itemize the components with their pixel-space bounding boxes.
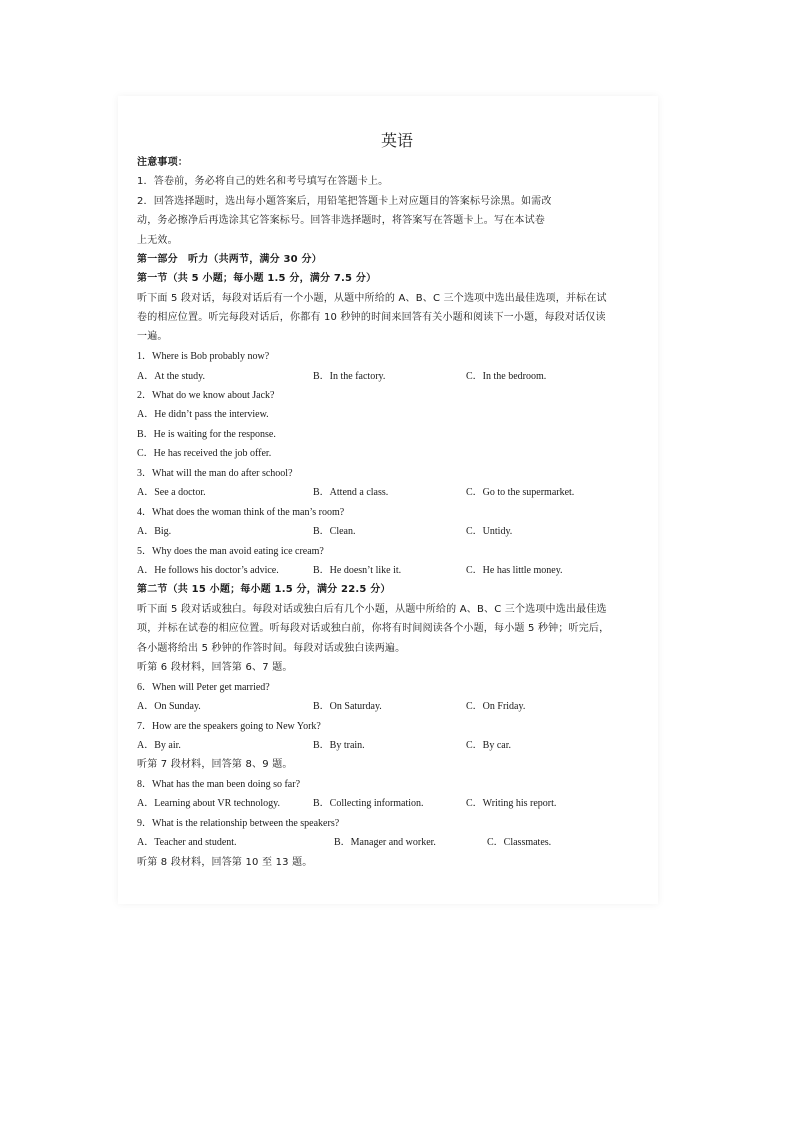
option-a[interactable]: A．He follows his doctor’s advice.	[137, 565, 279, 576]
page-title: 英语	[380, 131, 413, 150]
option-a[interactable]: A．At the study.	[137, 371, 205, 382]
question-options	[137, 798, 557, 810]
option-c[interactable]: C．He has little money.	[466, 565, 563, 576]
part-heading: 第一部分 听力（共两节，满分 30 分）	[137, 254, 322, 265]
notice-item: 1．答卷前，务必将自己的姓名和考号填写在答题卡上。	[137, 176, 389, 187]
question-stem: 4．What does the woman think of the man’s room?	[137, 507, 345, 518]
option-c[interactable]: C．Go to the supermarket.	[466, 487, 575, 498]
question-stem: 3．What will the man do after school?	[137, 468, 293, 479]
question-options	[137, 371, 547, 383]
question-options	[137, 701, 526, 713]
option-c[interactable]: C．Classmates.	[487, 837, 552, 848]
section-instruction: 卷的相应位置。听完每段对话后，你都有 10 秒钟的时间来回答有关小题和阅读下一小题，每段对话仅读	[137, 312, 606, 323]
option-b[interactable]: B．Manager and worker.	[334, 837, 436, 848]
option-c[interactable]: C．By car.	[466, 740, 511, 751]
notice-heading: 注意事项：	[137, 157, 188, 168]
material-note: 听第 7 段材料，回答第 8、9 题。	[137, 759, 293, 770]
option-b[interactable]: B．He doesn’t like it.	[313, 565, 402, 576]
question-stem: 6．When will Peter get married?	[137, 682, 270, 693]
option-b[interactable]: B．He is waiting for the response.	[137, 429, 276, 440]
option-c[interactable]: C．In the bedroom.	[466, 371, 547, 382]
question-options	[137, 565, 563, 577]
option-a[interactable]: A．He didn’t pass the interview.	[137, 409, 269, 420]
option-a[interactable]: A．Teacher and student.	[137, 837, 237, 848]
question-options	[137, 487, 575, 499]
option-a[interactable]: A．Learning about VR technology.	[137, 798, 281, 809]
option-c[interactable]: C．Writing his report.	[466, 798, 557, 809]
material-note: 听第 6 段材料，回答第 6、7 题。	[137, 662, 293, 673]
option-b[interactable]: B．Attend a class.	[313, 487, 389, 498]
section-instruction: 一遍。	[137, 331, 168, 342]
option-c[interactable]: C．He has received the job offer.	[137, 448, 272, 459]
notice-item: 动，务必擦净后再选涂其它答案标号。回答非选择题时，将答案写在答题卡上。写在本试卷	[137, 215, 545, 226]
question-options	[137, 526, 513, 538]
section-instruction: 各小题将给出 5 秒钟的作答时间。每段对话或独白读两遍。	[137, 643, 406, 654]
question-stem: 5．Why does the man avoid eating ice cream?	[137, 546, 324, 557]
question-stem: 9．What is the relationship between the speakers?	[137, 818, 340, 829]
notice-item: 2．回答选择题时，选出每小题答案后，用铅笔把答题卡上对应题目的答案标号涂黑。如需改	[137, 196, 552, 207]
material-note: 听第 8 段材料，回答第 10 至 13 题。	[137, 857, 313, 868]
option-b[interactable]: B．By train.	[313, 740, 365, 751]
question-stem: 1．Where is Bob probably now?	[137, 351, 270, 362]
section-heading: 第一节（共 5 小题；每小题 1.5 分，满分 7.5 分）	[137, 273, 377, 284]
option-c[interactable]: C．On Friday.	[466, 701, 526, 712]
section-heading: 第二节（共 15 小题；每小题 1.5 分，满分 22.5 分）	[137, 584, 391, 595]
option-b[interactable]: B．Clean.	[313, 526, 356, 537]
section-instruction: 听下面 5 段对话或独白。每段对话或独白后有几个小题，从题中所给的 A、B、C 三个选项中选出最佳选	[137, 604, 607, 615]
question-stem: 2．What do we know about Jack?	[137, 390, 275, 401]
option-b[interactable]: B．Collecting information.	[313, 798, 424, 809]
option-b[interactable]: B．In the factory.	[313, 371, 386, 382]
option-a[interactable]: A．By air.	[137, 740, 181, 751]
section-instruction: 项，并标在试卷的相应位置。听每段对话或独白前，你将有时间阅读各个小题，每小题 5 秒钟；听完后，	[137, 623, 610, 634]
option-a[interactable]: A．Big.	[137, 526, 172, 537]
notice-item: 上无效。	[137, 235, 178, 246]
question-stem: 8．What has the man been doing so far?	[137, 779, 301, 790]
option-c[interactable]: C．Untidy.	[466, 526, 513, 537]
question-options	[137, 837, 552, 849]
question-stem: 7．How are the speakers going to New York?	[137, 721, 321, 732]
option-a[interactable]: A．On Sunday.	[137, 701, 201, 712]
option-b[interactable]: B．On Saturday.	[313, 701, 382, 712]
option-a[interactable]: A．See a doctor.	[137, 487, 206, 498]
section-instruction: 听下面 5 段对话，每段对话后有一个小题，从题中所给的 A、B、C 三个选项中选出最佳选项，并标在试	[137, 293, 607, 304]
question-options	[137, 740, 511, 752]
